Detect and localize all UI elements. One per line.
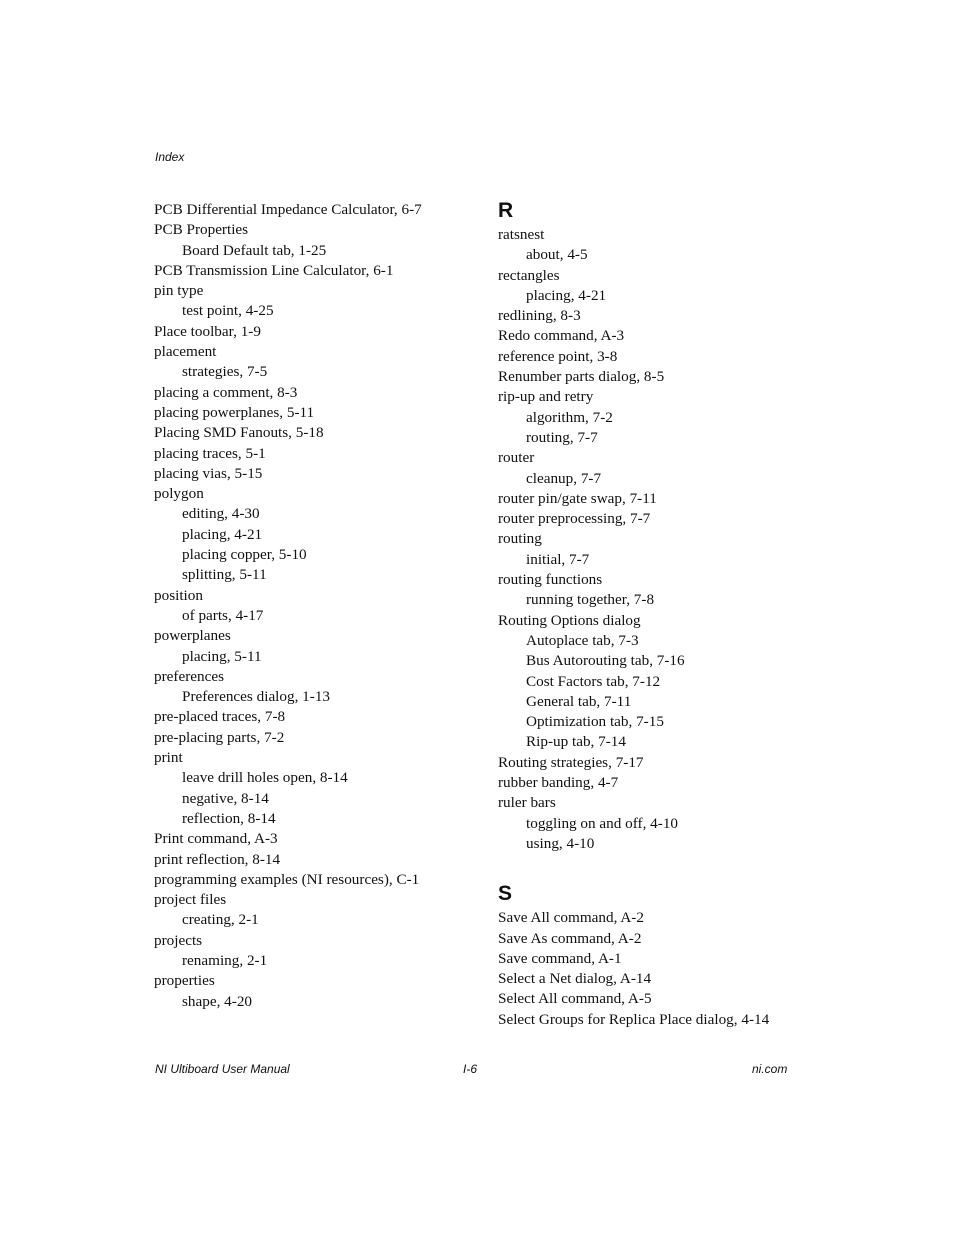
index-entry: print reflection, 8-14 xyxy=(154,850,281,868)
index-entry: routing functions xyxy=(498,571,603,589)
index-subentry: Board Default tab, 1-25 xyxy=(182,241,327,259)
index-entry: PCB Differential Impedance Calculator, 6-7 xyxy=(154,201,422,218)
section-letter-r: R xyxy=(498,199,514,222)
index-entry: Routing strategies, 7-17 xyxy=(498,753,644,771)
index-subentry: splitting, 5-11 xyxy=(182,566,267,584)
index-entry: Placing SMD Fanouts, 5-18 xyxy=(154,424,324,442)
index-entry: ruler bars xyxy=(498,794,556,812)
index-subentry: placing, 4-21 xyxy=(526,286,607,304)
index-subentry: strategies, 7-5 xyxy=(182,363,268,381)
index-entry: placement xyxy=(154,343,217,361)
index-subentry: algorithm, 7-2 xyxy=(526,408,613,426)
index-entry: Print command, A-3 xyxy=(154,830,278,848)
index-subentry: renaming, 2-1 xyxy=(182,951,268,969)
index-subentry: placing, 5-11 xyxy=(182,647,262,665)
index-subentry: Preferences dialog, 1-13 xyxy=(182,688,331,706)
footer-manual-title: NI Ultiboard User Manual xyxy=(155,1062,290,1076)
index-subentry: negative, 8-14 xyxy=(182,789,269,807)
index-subentry: about, 4-5 xyxy=(526,246,588,264)
index-entry: Place toolbar, 1-9 xyxy=(154,322,261,340)
index-subentry: Optimization tab, 7-15 xyxy=(526,713,664,731)
index-subentry: Rip-up tab, 7-14 xyxy=(526,733,626,751)
index-subentry: routing, 7-7 xyxy=(526,428,598,446)
index-entry: project files xyxy=(154,891,227,909)
index-entry: properties xyxy=(154,972,215,990)
index-entry: router pin/gate swap, 7-11 xyxy=(498,489,657,507)
index-subentry: editing, 4-30 xyxy=(182,505,260,523)
index-entry: Save All command, A-2 xyxy=(498,909,644,927)
index-subentry: creating, 2-1 xyxy=(182,911,259,929)
index-subentry: shape, 4-20 xyxy=(182,992,253,1010)
index-entry: placing powerplanes, 5-11 xyxy=(154,403,315,421)
index-subentry: test point, 4-25 xyxy=(182,302,274,320)
index-entry: rip-up and retry xyxy=(498,388,594,406)
index-entry: rectangles xyxy=(498,266,560,284)
index-entry: Routing Options dialog xyxy=(498,611,641,629)
index-subentry: Bus Autorouting tab, 7-16 xyxy=(526,652,685,670)
running-header: Index xyxy=(155,150,185,164)
index-subentry: running together, 7-8 xyxy=(526,591,655,609)
index-entry: pre-placed traces, 7-8 xyxy=(154,708,286,726)
index-entry: rubber banding, 4-7 xyxy=(498,774,619,792)
index-entry: redlining, 8-3 xyxy=(498,307,581,325)
index-entry: router preprocessing, 7-7 xyxy=(498,510,651,528)
index-subentry: initial, 7-7 xyxy=(526,550,590,568)
index-entry: projects xyxy=(154,931,203,949)
index-entry: programming examples (NI resources), C-1 xyxy=(154,870,420,888)
index-entry: placing traces, 5-1 xyxy=(154,444,266,462)
index-subentry: leave drill holes open, 8-14 xyxy=(182,769,348,787)
index-entry: router xyxy=(498,449,535,467)
index-subentry: Autoplace tab, 7-3 xyxy=(526,631,639,649)
index-entry: preferences xyxy=(154,667,224,685)
index-subentry: General tab, 7-11 xyxy=(526,692,632,710)
index-subentry: placing copper, 5-10 xyxy=(182,546,307,564)
footer-website: ni.com xyxy=(752,1062,788,1076)
index-entry: position xyxy=(154,586,203,604)
index-entry: print xyxy=(154,749,183,767)
index-entry: pin type xyxy=(154,282,204,300)
index-entry: Select Groups for Replica Place dialog, 4-14 xyxy=(498,1010,770,1028)
index-subentry: using, 4-10 xyxy=(526,834,595,852)
index-entry: Save As command, A-2 xyxy=(498,929,642,947)
index-entry: powerplanes xyxy=(154,627,231,645)
index-entry: ratsnest xyxy=(498,226,545,243)
index-entry: Redo command, A-3 xyxy=(498,327,625,345)
index-entry: pre-placing parts, 7-2 xyxy=(154,728,285,746)
index-entry: PCB Properties xyxy=(154,221,249,239)
index-column-right xyxy=(498,197,828,1030)
index-entry: reference point, 3-8 xyxy=(498,347,618,365)
index-entry: PCB Transmission Line Calculator, 6-1 xyxy=(154,261,394,279)
index-entry: placing vias, 5-15 xyxy=(154,464,263,482)
index-subentry: placing, 4-21 xyxy=(182,525,263,543)
index-entry: Save command, A-1 xyxy=(498,949,622,967)
index-entry: polygon xyxy=(154,485,204,503)
section-letter-s: S xyxy=(498,882,513,906)
index-entry: Select a Net dialog, A-14 xyxy=(498,970,652,988)
index-subentry: reflection, 8-14 xyxy=(182,809,276,827)
index-subentry: toggling on and off, 4-10 xyxy=(526,814,679,832)
footer-page-number: I-6 xyxy=(463,1062,478,1076)
index-subentry: of parts, 4-17 xyxy=(182,606,264,624)
index-column-left xyxy=(154,200,474,1012)
index-subentry: cleanup, 7-7 xyxy=(526,469,602,487)
index-entry: Renumber parts dialog, 8-5 xyxy=(498,368,665,386)
index-entry: routing xyxy=(498,530,542,548)
index-subentry: Cost Factors tab, 7-12 xyxy=(526,672,661,690)
index-entry: Select All command, A-5 xyxy=(498,990,652,1008)
index-entry: placing a comment, 8-3 xyxy=(154,383,298,401)
